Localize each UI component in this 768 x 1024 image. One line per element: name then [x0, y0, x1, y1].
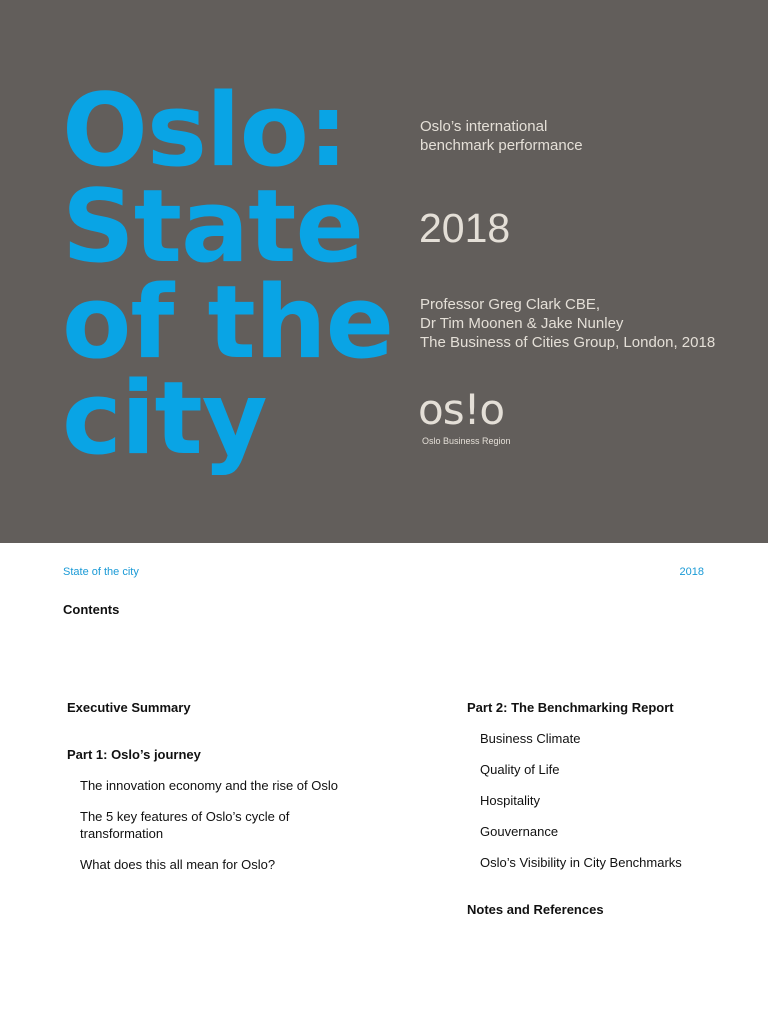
cover-title — [62, 71, 394, 477]
toc-item[interactable]: Quality of Life — [480, 762, 560, 777]
oslo-business-region-logo — [418, 387, 528, 449]
cover-title-line: city — [62, 359, 267, 477]
cover-subtitle-line: benchmark performance — [420, 137, 583, 154]
author-line: Professor Greg Clark CBE, — [420, 296, 601, 313]
toc-item[interactable]: The 5 key features of Oslo’s cycle of transformation — [80, 809, 290, 841]
toc-item[interactable]: The innovation economy and the rise of Oslo — [80, 778, 338, 793]
toc-right-column — [467, 699, 747, 918]
cover-subtitle-line: Oslo’s international — [420, 118, 548, 135]
toc-section-part-1[interactable]: Part 1: Oslo’s journey — [67, 747, 201, 762]
toc-item[interactable]: Hospitality — [480, 793, 540, 808]
running-header-title: State of the city — [63, 566, 139, 578]
toc-item[interactable]: What does this all mean for Oslo? — [80, 857, 276, 872]
cover-subtitle — [420, 117, 583, 155]
logo-tagline: Oslo Business Region — [422, 436, 511, 446]
logo-wordmark: os!o — [418, 385, 505, 434]
running-header-year: 2018 — [679, 566, 704, 578]
cover-title-line: Oslo: — [62, 71, 348, 189]
contents-heading: Contents — [63, 602, 120, 617]
toc-item[interactable]: Gouvernance — [480, 824, 559, 839]
cover-year: 2018 — [419, 205, 511, 251]
toc-left-column — [67, 699, 387, 873]
toc-item[interactable]: Business Climate — [480, 731, 581, 746]
author-line: Dr Tim Moonen & Jake Nunley — [420, 315, 624, 332]
toc-section-notes[interactable]: Notes and References — [467, 902, 604, 917]
toc-section-part-2[interactable]: Part 2: The Benchmarking Report — [467, 700, 674, 715]
cover-title-line: State — [62, 167, 363, 285]
cover-authors — [420, 295, 715, 352]
author-line: The Business of Cities Group, London, 2018 — [420, 334, 716, 351]
toc-item[interactable]: Oslo’s Visibility in City Benchmarks — [480, 855, 682, 870]
toc-section-executive-summary[interactable]: Executive Summary — [67, 700, 191, 715]
cover-title-line: of the — [62, 263, 394, 381]
